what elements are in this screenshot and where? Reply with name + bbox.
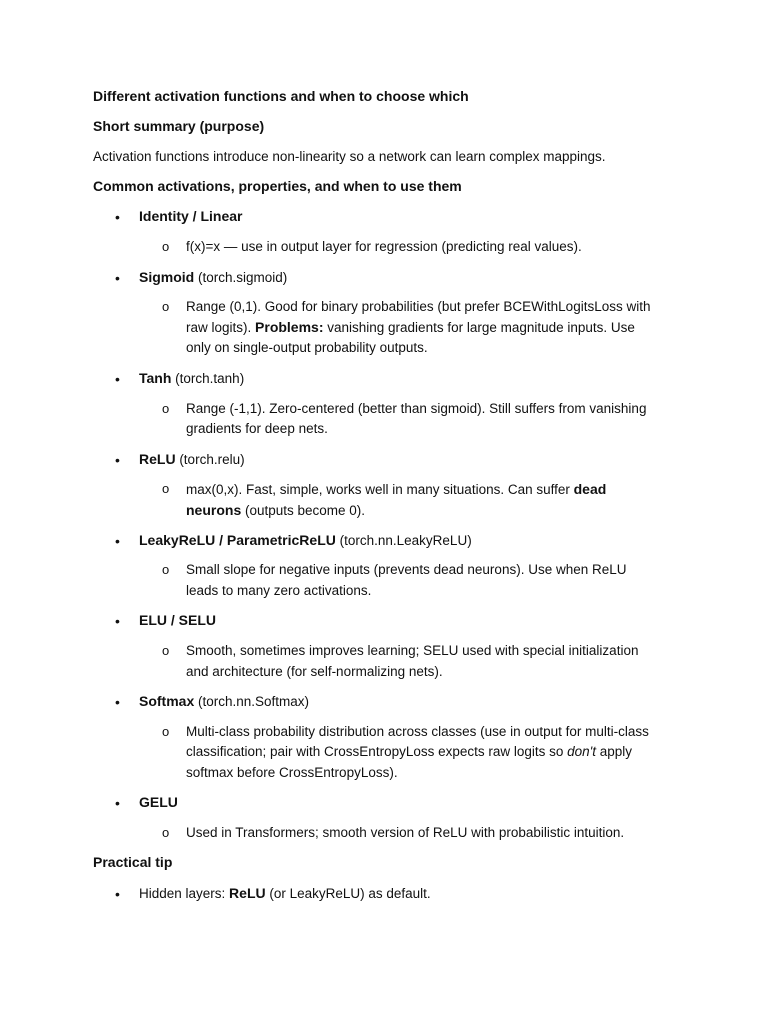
summary-text: Activation functions introduce non-linearity so a network can learn complex mappings. [93, 149, 606, 164]
document-title: Different activation functions and when to choose which [93, 88, 469, 104]
tip-heading: Practical tip [93, 854, 173, 870]
sub-bullet-icon: o [162, 481, 170, 496]
sub-bullet-icon: o [162, 562, 170, 577]
item-detail: neurons (outputs become 0). [186, 502, 366, 518]
sub-bullet-icon: o [162, 643, 170, 658]
item-detail: Used in Transformers; smooth version of ReLU with probabilistic intuition. [186, 825, 625, 840]
bullet-icon: • [115, 533, 120, 549]
item-sigmoid [139, 267, 287, 288]
bullet-icon: • [115, 270, 120, 286]
item-name: Sigmoid [139, 269, 195, 285]
summary-heading: Short summary (purpose) [93, 118, 265, 134]
bullet-icon: • [115, 694, 120, 710]
item-softmax [139, 691, 309, 712]
item-name: LeakyReLU / ParametricReLU [139, 532, 336, 548]
item-detail: softmax before CrossEntropyLoss). [186, 765, 398, 780]
item-detail: max(0,x). Fast, simple, works well in many situations. Can suffer dead [186, 481, 607, 497]
item-detail: classification; pair with CrossEntropyLoss expects raw logits so don't apply [186, 744, 633, 759]
item-relu [139, 449, 245, 470]
item-api: (torch.sigmoid) [194, 270, 288, 285]
item-api: (torch.tanh) [171, 371, 245, 386]
sub-bullet-icon: o [162, 724, 170, 739]
bullet-icon: • [115, 452, 120, 468]
item-detail: raw logits). Problems: vanishing gradients for large magnitude inputs. Use [186, 319, 635, 335]
sub-bullet-icon: o [162, 401, 170, 416]
bullet-icon: • [115, 209, 120, 225]
tip-text: Hidden layers: ReLU (or LeakyReLU) as default. [139, 885, 431, 901]
problems-label: Problems: [255, 319, 324, 335]
item-api: (torch.relu) [175, 452, 245, 467]
item-name: ReLU [139, 451, 176, 467]
item-detail: Range (0,1). Good for binary probabilities (but prefer BCEWithLogitsLoss with [186, 299, 651, 314]
item-name: ELU / SELU [139, 612, 217, 628]
item-tanh [139, 368, 244, 389]
item-name: GELU [139, 794, 178, 810]
item-gelu [139, 792, 178, 813]
item-api: (torch.nn.LeakyReLU) [335, 533, 472, 548]
item-name: Tanh [139, 370, 172, 386]
item-detail: only on single-output probability outputs. [186, 340, 428, 355]
common-heading: Common activations, properties, and when to use them [93, 178, 462, 194]
item-elu [139, 610, 216, 631]
bullet-icon: • [115, 371, 120, 387]
item-detail: Range (-1,1). Zero-centered (better than sigmoid). Still suffers from vanishing [186, 401, 647, 416]
bullet-icon: • [115, 795, 120, 811]
item-name: Identity / Linear [139, 208, 243, 224]
item-detail: f(x)=x — use in output layer for regression (predicting real values). [186, 239, 582, 254]
item-detail: Multi-class probability distribution across classes (use in output for multi-class [186, 724, 649, 739]
item-detail: Smooth, sometimes improves learning; SELU used with special initialization [186, 643, 639, 658]
bullet-icon: • [115, 886, 120, 902]
item-detail: gradients for deep nets. [186, 421, 328, 436]
item-identity [139, 206, 242, 227]
bullet-icon: • [115, 613, 120, 629]
item-name: Softmax [139, 693, 195, 709]
sub-bullet-icon: o [162, 825, 170, 840]
sub-bullet-icon: o [162, 239, 170, 254]
item-leakyrelu [139, 530, 472, 551]
item-detail: Small slope for negative inputs (prevents dead neurons). Use when ReLU [186, 562, 627, 577]
item-detail: and architecture (for self-normalizing nets). [186, 664, 443, 679]
item-api: (torch.nn.Softmax) [194, 694, 310, 709]
item-detail: leads to many zero activations. [186, 583, 372, 598]
sub-bullet-icon: o [162, 299, 170, 314]
